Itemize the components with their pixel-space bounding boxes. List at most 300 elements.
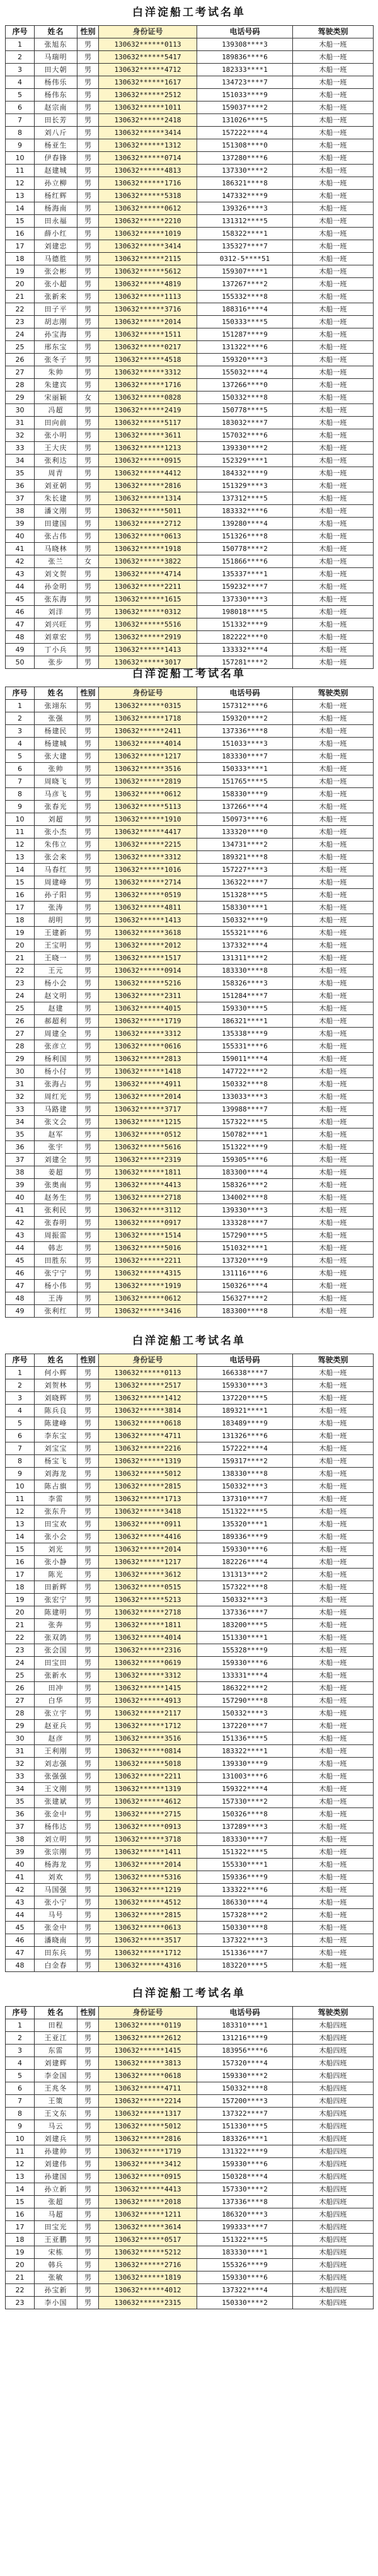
column-header-id-card-number: 身份证号 — [99, 1354, 197, 1367]
student-name-cell: 何小辉 — [35, 1367, 77, 1379]
phone-number-cell: 189836****6 — [197, 51, 293, 64]
gender-cell: 男 — [77, 316, 99, 328]
table-row — [6, 555, 374, 568]
id-card-number-cell: 130632******0613 — [99, 1922, 197, 1934]
table-row — [6, 2171, 374, 2183]
phone-number-cell: 136322****7 — [197, 876, 293, 889]
row-number-cell: 44 — [6, 1242, 35, 1255]
gender-cell: 男 — [77, 644, 99, 656]
row-number-cell: 28 — [6, 1040, 35, 1053]
id-card-number-cell: 130632******1217 — [99, 1556, 197, 1569]
id-card-number-cell: 130632******4714 — [99, 568, 197, 581]
gender-cell: 男 — [77, 303, 99, 316]
id-card-number-cell: 130632******2211 — [99, 1255, 197, 1267]
row-number-cell: 18 — [6, 914, 35, 927]
row-number-cell: 27 — [6, 1028, 35, 1040]
license-class-cell: 木船一班 — [293, 788, 374, 801]
gender-cell: 男 — [77, 2120, 99, 2133]
gender-cell: 男 — [77, 265, 99, 278]
license-class-cell: 木船一班 — [293, 644, 374, 656]
gender-cell: 男 — [77, 2032, 99, 2045]
student-name-cell: 刘贺林 — [35, 1379, 77, 1392]
phone-number-cell: 137266****0 — [197, 379, 293, 392]
table-row — [6, 1255, 374, 1267]
id-card-number-cell: 130632******4819 — [99, 278, 197, 291]
row-number-cell: 13 — [6, 2171, 35, 2183]
table-row — [6, 316, 374, 328]
table-row — [6, 366, 374, 379]
row-number-cell: 40 — [6, 1859, 35, 1871]
gender-cell: 男 — [77, 1480, 99, 1493]
student-name-cell: 田程 — [35, 2019, 77, 2032]
id-card-number-cell: 130632******4518 — [99, 354, 197, 366]
license-class-cell: 木船四班 — [293, 2271, 374, 2284]
phone-number-cell: 155326****9 — [197, 2259, 293, 2271]
student-name-cell: 田永福 — [35, 215, 77, 228]
row-number-cell: 20 — [6, 278, 35, 291]
id-card-number-cell: 130632******3312 — [99, 366, 197, 379]
gender-cell: 女 — [77, 555, 99, 568]
row-number-cell: 26 — [6, 1015, 35, 1028]
phone-number-cell: 150326****8 — [197, 1808, 293, 1821]
license-class-cell: 木船一班 — [293, 1922, 374, 1934]
column-header-student-name: 姓名 — [35, 1354, 77, 1367]
table-row — [6, 952, 374, 965]
row-number-cell: 48 — [6, 631, 35, 644]
student-name-cell: 潘晓南 — [35, 1934, 77, 1947]
license-class-cell: 木船四班 — [293, 2070, 374, 2082]
phone-number-cell: 133320****0 — [197, 826, 293, 838]
student-name-cell: 张会国 — [35, 1644, 77, 1657]
table-row — [6, 1720, 374, 1732]
phone-number-cell: 186322****2 — [197, 1682, 293, 1695]
table-row — [6, 813, 374, 826]
phone-number-cell: 133332****4 — [197, 644, 293, 656]
row-number-cell: 6 — [6, 2082, 35, 2095]
phone-number-cell: 159011****4 — [197, 1053, 293, 1065]
row-number-cell: 19 — [6, 265, 35, 278]
row-number-cell: 1 — [6, 700, 35, 712]
row-number-cell: 7 — [6, 775, 35, 788]
id-card-number-cell: 130632******3718 — [99, 1833, 197, 1846]
gender-cell: 男 — [77, 366, 99, 379]
table-row — [6, 404, 374, 417]
student-name-cell: 王建新 — [35, 927, 77, 939]
id-card-number-cell: 130632******5318 — [99, 190, 197, 202]
row-number-cell: 12 — [6, 838, 35, 851]
gender-cell: 男 — [77, 1128, 99, 1141]
id-card-number-cell: 130632******4012 — [99, 2284, 197, 2297]
table-row — [6, 1091, 374, 1103]
phone-number-cell: 184332****9 — [197, 467, 293, 480]
id-card-number-cell: 130632******1511 — [99, 328, 197, 341]
student-name-cell: 孙宝海 — [35, 328, 77, 341]
student-name-cell: 王文东 — [35, 2108, 77, 2120]
phone-number-cell: 159330****6 — [197, 1657, 293, 1669]
id-card-number-cell: 130632******0612 — [99, 788, 197, 801]
gender-cell: 男 — [77, 341, 99, 354]
table-row — [6, 139, 374, 152]
gender-cell: 男 — [77, 1468, 99, 1480]
id-card-number-cell: 130632******5212 — [99, 2246, 197, 2259]
gender-cell: 男 — [77, 228, 99, 240]
student-name-cell: 白金春 — [35, 1959, 77, 1972]
table-row — [6, 1128, 374, 1141]
id-card-number-cell: 130632******0828 — [99, 392, 197, 404]
gender-cell: 男 — [77, 1242, 99, 1255]
gender-cell: 男 — [77, 2297, 99, 2309]
row-number-cell: 12 — [6, 1506, 35, 1518]
column-header-id-card-number: 身份证号 — [99, 26, 197, 38]
id-card-number-cell: 130632******2815 — [99, 1480, 197, 1493]
table-row — [6, 2019, 374, 2032]
license-class-cell: 木船一班 — [293, 1154, 374, 1166]
row-number-cell: 7 — [6, 2095, 35, 2108]
id-card-number-cell: 130632******1615 — [99, 593, 197, 606]
license-class-cell: 木船一班 — [293, 1242, 374, 1255]
phone-number-cell: 182222****0 — [197, 631, 293, 644]
student-name-cell: 张立宇 — [35, 1707, 77, 1720]
id-card-number-cell: 130632******1713 — [99, 1493, 197, 1506]
student-name-cell: 孙立新 — [35, 2183, 77, 2196]
row-number-cell: 19 — [6, 927, 35, 939]
student-name-cell: 张兰 — [35, 555, 77, 568]
row-number-cell: 29 — [6, 1053, 35, 1065]
gender-cell: 男 — [77, 2183, 99, 2196]
table-row — [6, 1417, 374, 1430]
gender-cell: 男 — [77, 1657, 99, 1669]
table-row — [6, 1707, 374, 1720]
id-card-number-cell: 130632******1413 — [99, 914, 197, 927]
phone-number-cell: 131003****6 — [197, 1770, 293, 1783]
table-row — [6, 700, 374, 712]
phone-number-cell: 150333****5 — [197, 316, 293, 328]
student-name-cell: 田冲 — [35, 1682, 77, 1695]
license-class-cell: 木船四班 — [293, 2221, 374, 2234]
phone-number-cell: 151322****5 — [197, 2234, 293, 2246]
id-card-number-cell: 130632******4315 — [99, 1267, 197, 1280]
student-name-cell: 田胜东 — [35, 1255, 77, 1267]
table-row — [6, 977, 374, 990]
student-name-cell: 张新来 — [35, 291, 77, 303]
license-class-cell: 木船一班 — [293, 1669, 374, 1682]
license-class-cell: 木船一班 — [293, 656, 374, 669]
phone-number-cell: 137322****4 — [197, 2284, 293, 2297]
id-card-number-cell: 130632******1517 — [99, 952, 197, 965]
table-row — [6, 1758, 374, 1770]
student-name-cell: 刘建全 — [35, 1154, 77, 1166]
student-name-cell: 张春明 — [35, 1217, 77, 1229]
column-header-id-card-number: 身份证号 — [99, 687, 197, 700]
gender-cell: 男 — [77, 965, 99, 977]
table-row — [6, 801, 374, 813]
row-number-cell: 23 — [6, 1644, 35, 1657]
id-card-number-cell: 130632******5612 — [99, 265, 197, 278]
row-number-cell: 30 — [6, 404, 35, 417]
license-class-cell: 木船一班 — [293, 392, 374, 404]
table-row — [6, 291, 374, 303]
row-number-cell: 5 — [6, 89, 35, 102]
phone-number-cell: 139308****3 — [197, 38, 293, 51]
phone-number-cell: 157322****5 — [197, 1116, 293, 1128]
phone-number-cell: 182226****4 — [197, 1556, 293, 1569]
license-class-cell: 木船一班 — [293, 1405, 374, 1417]
student-name-cell: 李雷 — [35, 1493, 77, 1506]
license-class-cell: 木船四班 — [293, 2108, 374, 2120]
phone-number-cell: 139988****7 — [197, 1103, 293, 1116]
table-row — [6, 838, 374, 851]
id-card-number-cell: 130632******1617 — [99, 76, 197, 89]
gender-cell: 男 — [77, 568, 99, 581]
id-card-number-cell: 130632******1910 — [99, 813, 197, 826]
phone-number-cell: 157312****6 — [197, 700, 293, 712]
student-name-cell: 周建全 — [35, 1028, 77, 1040]
student-name-cell: 张新水 — [35, 1669, 77, 1682]
license-class-cell: 木船四班 — [293, 2057, 374, 2070]
id-card-number-cell: 130632******2216 — [99, 1442, 197, 1455]
id-card-number-cell: 130632******1317 — [99, 2108, 197, 2120]
phone-number-cell: 137336****8 — [197, 2196, 293, 2208]
table-row — [6, 1493, 374, 1506]
gender-cell: 男 — [77, 328, 99, 341]
id-card-number-cell: 130632******4911 — [99, 1078, 197, 1091]
student-name-cell: 东雷 — [35, 2045, 77, 2057]
id-card-number-cell: 130632******0519 — [99, 889, 197, 902]
phone-number-cell: 159307****1 — [197, 265, 293, 278]
student-name-cell: 马瑞明 — [35, 51, 77, 64]
id-card-number-cell: 130632******0618 — [99, 1417, 197, 1430]
table-row — [6, 2297, 374, 2309]
id-card-number-cell: 130632******1716 — [99, 379, 197, 392]
student-name-cell: 王元 — [35, 965, 77, 977]
student-name-cell: 孙子阳 — [35, 889, 77, 902]
gender-cell: 男 — [77, 1053, 99, 1065]
table-row — [6, 712, 374, 725]
table-row — [6, 2183, 374, 2196]
table-row — [6, 1367, 374, 1379]
row-number-cell: 23 — [6, 977, 35, 990]
table-row — [6, 1267, 374, 1280]
column-header-row-number: 序号 — [6, 26, 35, 38]
gender-cell: 男 — [77, 2171, 99, 2183]
gender-cell: 男 — [77, 2082, 99, 2095]
id-card-number-cell: 130632******0512 — [99, 1128, 197, 1141]
id-card-number-cell: 130632******0714 — [99, 152, 197, 165]
phone-number-cell: 182333****1 — [197, 64, 293, 76]
student-name-cell: 张小静 — [35, 1556, 77, 1569]
phone-number-cell: 183322****1 — [197, 1745, 293, 1758]
license-class-cell: 木船一班 — [293, 1002, 374, 1015]
table-row — [6, 1783, 374, 1796]
row-number-cell: 48 — [6, 1292, 35, 1305]
id-card-number-cell: 130632******1219 — [99, 1884, 197, 1896]
gender-cell: 男 — [77, 442, 99, 455]
phone-number-cell: 137267****2 — [197, 278, 293, 291]
id-card-number-cell: 130632******1314 — [99, 492, 197, 505]
row-number-cell: 37 — [6, 1154, 35, 1166]
table-row — [6, 1480, 374, 1493]
id-card-number-cell: 130632******3614 — [99, 2221, 197, 2234]
student-name-cell: 田建国 — [35, 518, 77, 530]
id-card-number-cell: 130632******2211 — [99, 1770, 197, 1783]
row-number-cell: 31 — [6, 1745, 35, 1758]
id-card-number-cell: 130632******4015 — [99, 1002, 197, 1015]
student-name-cell: 张占伟 — [35, 530, 77, 543]
table-row — [6, 631, 374, 644]
table-row — [6, 1833, 374, 1846]
phone-number-cell: 150778****5 — [197, 404, 293, 417]
table-row — [6, 114, 374, 127]
phone-number-cell: 151332****9 — [197, 618, 293, 631]
table-row — [6, 1947, 374, 1959]
license-class-cell: 木船一班 — [293, 618, 374, 631]
table-row — [6, 1531, 374, 1543]
gender-cell: 男 — [77, 1166, 99, 1179]
student-name-cell: 刘光 — [35, 1543, 77, 1556]
gender-cell: 男 — [77, 606, 99, 618]
license-class-cell: 木船一班 — [293, 738, 374, 750]
license-class-cell: 木船一班 — [293, 1280, 374, 1292]
gender-cell: 男 — [77, 1455, 99, 1468]
license-class-cell: 木船一班 — [293, 1758, 374, 1770]
table-row — [6, 763, 374, 775]
row-number-cell: 2 — [6, 712, 35, 725]
student-name-cell: 杨海龙 — [35, 1859, 77, 1871]
gender-cell: 男 — [77, 127, 99, 139]
roster-table — [5, 25, 374, 669]
table-row — [6, 51, 374, 64]
id-card-number-cell: 130632******2813 — [99, 1053, 197, 1065]
phone-number-cell: 157290****5 — [197, 1229, 293, 1242]
student-name-cell: 伊春锋 — [35, 152, 77, 165]
phone-number-cell: 155331****6 — [197, 1040, 293, 1053]
license-class-cell: 木船一班 — [293, 328, 374, 341]
row-number-cell: 38 — [6, 1833, 35, 1846]
gender-cell: 男 — [77, 543, 99, 555]
id-card-number-cell: 130632******2214 — [99, 2095, 197, 2108]
table-row — [6, 1040, 374, 1053]
table-row — [6, 64, 374, 76]
license-class-cell: 木船一班 — [293, 1695, 374, 1707]
student-name-cell: 王晓一 — [35, 952, 77, 965]
student-name-cell: 张会彬 — [35, 265, 77, 278]
student-name-cell: 张建斌 — [35, 1796, 77, 1808]
license-class-cell: 木船四班 — [293, 2208, 374, 2221]
row-number-cell: 4 — [6, 738, 35, 750]
license-class-cell: 木船一班 — [293, 1480, 374, 1493]
license-class-cell: 木船一班 — [293, 1078, 374, 1091]
phone-number-cell: 151032****1 — [197, 1242, 293, 1255]
phone-number-cell: 151326****8 — [197, 530, 293, 543]
id-card-number-cell: 130632******2014 — [99, 316, 197, 328]
phone-number-cell: 151336****5 — [197, 1732, 293, 1745]
row-number-cell: 14 — [6, 864, 35, 876]
table-row — [6, 593, 374, 606]
license-class-cell: 木船四班 — [293, 2196, 374, 2208]
row-number-cell: 1 — [6, 2019, 35, 2032]
phone-number-cell: 151322****5 — [197, 1846, 293, 1859]
student-name-cell: 王策 — [35, 2095, 77, 2108]
table-row — [6, 152, 374, 165]
section-title: 白洋淀船工考试名单 — [132, 6, 246, 19]
row-number-cell: 13 — [6, 1518, 35, 1531]
student-name-cell: 刘超 — [35, 813, 77, 826]
id-card-number-cell: 130632******2210 — [99, 215, 197, 228]
table-row — [6, 190, 374, 202]
id-card-number-cell: 130632******1312 — [99, 139, 197, 152]
column-header-row-number: 序号 — [6, 1354, 35, 1367]
table-row — [6, 1430, 374, 1442]
id-card-number-cell: 130632******4413 — [99, 2183, 197, 2196]
id-card-number-cell: 130632******0814 — [99, 1745, 197, 1758]
license-class-cell: 木船四班 — [293, 2032, 374, 2045]
row-number-cell: 25 — [6, 341, 35, 354]
table-row — [6, 1922, 374, 1934]
student-name-cell: 王涛 — [35, 1292, 77, 1305]
license-class-cell: 木船一班 — [293, 1217, 374, 1229]
phone-number-cell: 131116****6 — [197, 1267, 293, 1280]
phone-number-cell: 157032****6 — [197, 429, 293, 442]
phone-number-cell: 131026****5 — [197, 114, 293, 127]
license-class-cell: 木船一班 — [293, 1934, 374, 1947]
id-card-number-cell: 130632******0917 — [99, 1217, 197, 1229]
phone-number-cell: 150330****2 — [197, 2297, 293, 2309]
student-name-cell: 刘晓辉 — [35, 1392, 77, 1405]
license-class-cell: 木船一班 — [293, 1531, 374, 1543]
row-number-cell: 36 — [6, 1141, 35, 1154]
student-name-cell: 张海占 — [35, 1078, 77, 1091]
license-class-cell: 木船四班 — [293, 2171, 374, 2183]
phone-number-cell: 139326****3 — [197, 202, 293, 215]
phone-number-cell: 137280****6 — [197, 152, 293, 165]
row-number-cell: 10 — [6, 813, 35, 826]
phone-number-cell: 151033****9 — [197, 89, 293, 102]
phone-number-cell: 137332****4 — [197, 939, 293, 952]
phone-number-cell: 157227****3 — [197, 864, 293, 876]
phone-number-cell: 147722****2 — [197, 1065, 293, 1078]
gender-cell: 男 — [77, 152, 99, 165]
phone-number-cell: 151329****3 — [197, 480, 293, 492]
id-card-number-cell: 130632******4416 — [99, 1531, 197, 1543]
id-card-number-cell: 130632******1211 — [99, 2208, 197, 2221]
license-class-cell: 木船一班 — [293, 1091, 374, 1103]
license-class-cell: 木船一班 — [293, 813, 374, 826]
student-name-cell: 马彦飞 — [35, 788, 77, 801]
license-class-cell: 木船一班 — [293, 1808, 374, 1821]
row-number-cell: 41 — [6, 1871, 35, 1884]
gender-cell: 男 — [77, 1947, 99, 1959]
table-row — [6, 1053, 374, 1065]
student-name-cell: 冯超 — [35, 404, 77, 417]
student-name-cell: 周青 — [35, 467, 77, 480]
phone-number-cell: 131311****2 — [197, 952, 293, 965]
student-name-cell: 刘建兵 — [35, 2133, 77, 2145]
student-name-cell: 姜超 — [35, 1166, 77, 1179]
license-class-cell: 木船四班 — [293, 2297, 374, 2309]
table-row — [6, 1581, 374, 1594]
license-class-cell: 木船一班 — [293, 404, 374, 417]
license-class-cell: 木船一班 — [293, 851, 374, 864]
phone-number-cell: 150332****3 — [197, 1707, 293, 1720]
column-header-phone-number: 电话号码 — [197, 26, 293, 38]
row-number-cell: 37 — [6, 492, 35, 505]
gender-cell: 男 — [77, 240, 99, 253]
row-number-cell: 13 — [6, 190, 35, 202]
table-row — [6, 1871, 374, 1884]
phone-number-cell: 135337****1 — [197, 568, 293, 581]
row-number-cell: 43 — [6, 1896, 35, 1909]
table-row — [6, 1657, 374, 1669]
